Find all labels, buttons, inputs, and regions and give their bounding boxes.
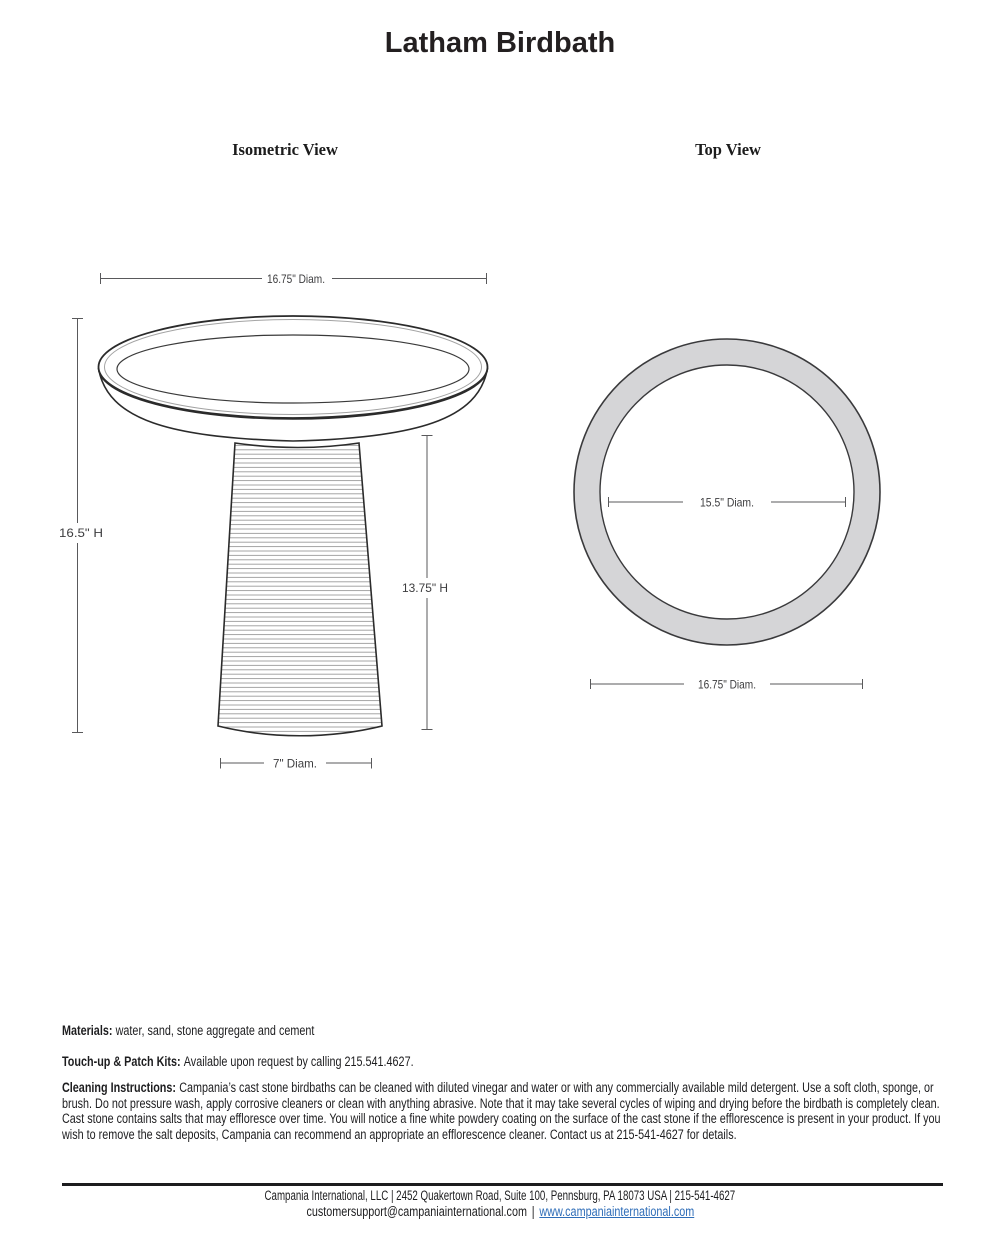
page-title: Latham Birdbath [384,27,616,59]
dim-iso-top-diameter [100,270,487,288]
cleaning-label: Cleaning Instructions: [62,1080,177,1096]
dim-iso-pedestal-height [398,435,454,730]
birdbath-pedestal [218,443,382,736]
spec-text-block [62,1023,945,1143]
touchup-text: Available upon request by calling 215.541.4627. [183,1053,414,1069]
dim-iso-base-diameter [220,754,372,772]
footer-separator: | [531,1204,535,1219]
cleaning-paragraph [62,1080,945,1142]
dim-iso-overall-height [54,318,106,733]
materials-line [62,1023,945,1039]
topview-inner-circle [600,365,854,619]
touchup-label: Touch-up & Patch Kits: [62,1053,181,1069]
top-view-label: Top View [695,140,761,159]
footer-address-text: Campania International, LLC | 2452 Quakertown Road, Suite 100, Pennsburg, PA 18073 USA | 215-541-4627 [264,1188,736,1203]
materials-label: Materials: [62,1023,113,1038]
dim-top-outer-diameter [590,675,863,693]
dim-label-iso-overall-height: 16.5" H [59,526,103,540]
footer-address-line [0,1188,1000,1203]
cleaning-text: Campania’s cast stone birdbaths can be cleaned with diluted vinegar and water or with any commercially available mild detergent. Use a soft cloth, sponge, or brush. Do not pressure wash, apply corrosive cleaners or clean with anything abrasive. Note that it may take several cycles of wiping and drying before the birdbath is completely clean. Cast stone contains salts that may effloresce over time. You will notice a fine white powdery coating on the surface of the cast stone if the efflorescence is present in your product. If you wish to remove the salt deposits, Campania can recommend an appropriate an efflorescence cleaner. Contact us at 215-541-4627 for details. [62,1080,941,1142]
footer-contact-line [0,1204,1000,1219]
isometric-view-label: Isometric View [232,140,338,159]
footer-website-link[interactable]: www.campaniainternational.com [539,1204,694,1219]
dim-label-top-outer-diameter: 16.75" Diam. [698,677,756,692]
dim-label-iso-top-diameter: 16.75" Diam. [267,272,325,286]
materials-text: water, sand, stone aggregate and cement [115,1023,315,1038]
dim-label-iso-base-diameter: 7" Diam. [273,756,317,771]
footer-divider [62,1183,943,1186]
dim-label-top-inner-diameter: 15.5" Diam. [700,495,754,510]
dim-label-iso-pedestal-height: 13.75" H [402,581,448,595]
touchup-line [62,1054,945,1070]
footer-email: customersupport@campaniainternational.com [306,1204,527,1219]
